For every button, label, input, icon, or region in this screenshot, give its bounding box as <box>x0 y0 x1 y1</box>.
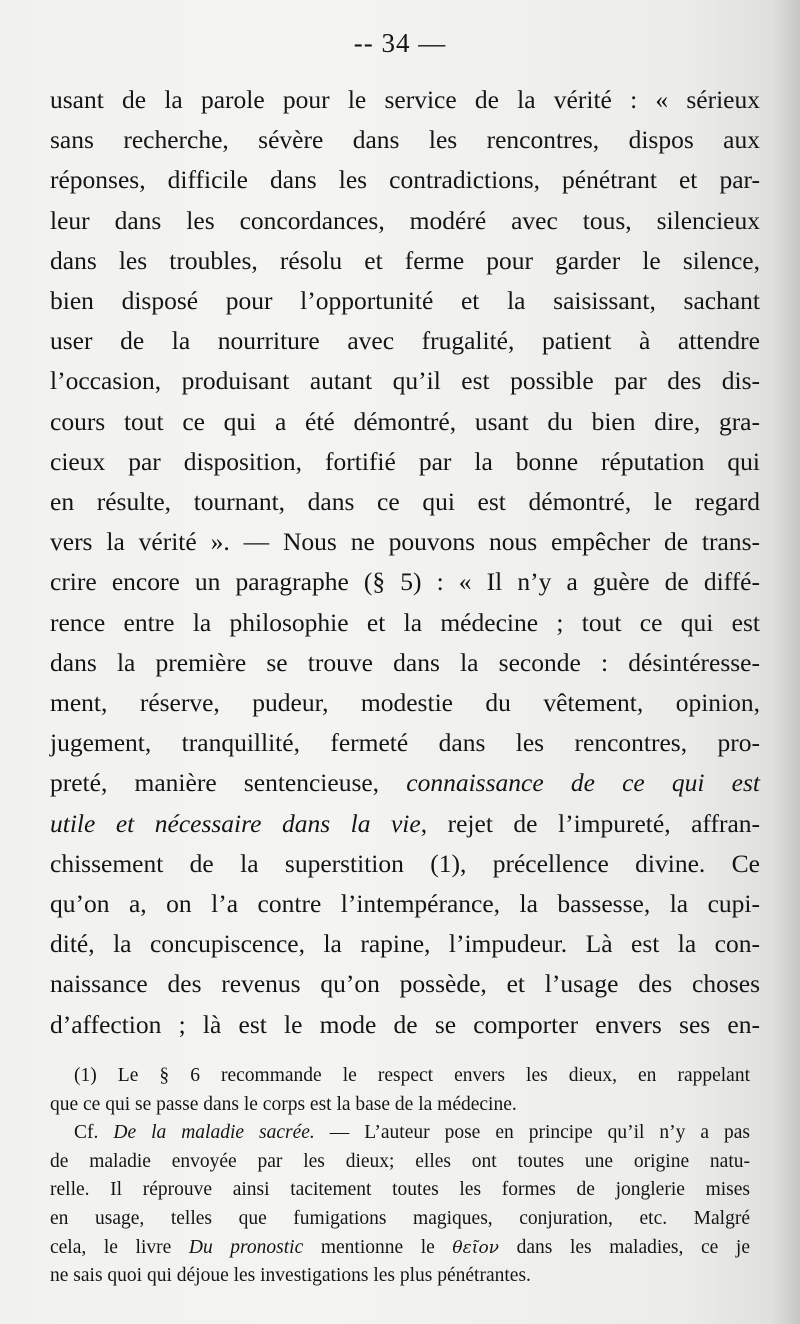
footnote-greek-word: θεῖον <box>452 1237 500 1258</box>
text-line-24: d’affection ; là est le mode de se comporter envers ses en- <box>50 1009 760 1039</box>
text-line-20: chissement de la superstition (1), précellence divine. Ce <box>50 848 760 878</box>
footnote-line-7-b: mentionne le <box>303 1236 453 1258</box>
footnote-line-8: ne sais quoi qui déjoue les investigations les plus pénétrantes. <box>50 1265 531 1287</box>
text-line-12: vers la vérité ». — Nous ne pouvons nous empêcher de trans- <box>50 527 760 557</box>
text-line-18 <box>50 763 760 803</box>
footnote-cf-prefix: Cf. <box>74 1122 114 1144</box>
text-line-10: cieux par disposition, fortifié par la bonne réputation qui <box>50 446 760 476</box>
footnote-line-7 <box>50 1234 750 1263</box>
footnote-line-4: de maladie envoyée par les dieux; elles ont toutes une origine natu- <box>50 1150 750 1172</box>
text-line-19-roman: , rejet de l’impureté, affran- <box>420 808 760 838</box>
text-line-11: en résulte, tournant, dans ce qui est démontré, le regard <box>50 487 760 517</box>
text-line-1: usant de la parole pour le service de la vérité : « sérieux <box>50 85 760 114</box>
footnote-book-title: Du pronostic <box>188 1236 304 1258</box>
footnote-line-3 <box>50 1119 750 1148</box>
footnote-cf-title: De la maladie sacrée. <box>113 1122 315 1144</box>
text-line-8: l’occasion, produisant autant qu’il est possible par des dis- <box>50 366 760 396</box>
text-line-17: jugement, tranquillité, fermeté dans les rencontres, pro- <box>50 728 760 758</box>
text-line-19-italic: utile et nécessaire dans la vie <box>50 808 421 838</box>
text-line-18-roman: preté, manière sentencieuse, <box>50 768 407 798</box>
text-line-19 <box>50 804 760 844</box>
footnote-line-7-a: cela, le livre <box>50 1236 189 1258</box>
text-line-18-italic: connaissance de ce qui est <box>406 768 760 798</box>
text-line-3: réponses, difficile dans les contradictions, pénétrant et par- <box>50 165 760 195</box>
footnote-line-2: que ce qui se passe dans le corps est la base de la médecine. <box>50 1093 517 1115</box>
text-line-7: user de la nourriture avec frugalité, patient à attendre <box>50 326 760 356</box>
main-paragraph <box>50 80 760 1045</box>
footnote-line-6: en usage, telles que fumigations magiques, conjuration, etc. Malgré <box>50 1207 750 1229</box>
footnote-line-7-c: dans les maladies, ce je <box>499 1236 750 1258</box>
text-line-13: crire encore un paragraphe (§ 5) : « Il n’y a guère de diffé- <box>50 567 760 597</box>
text-line-14: rence entre la philosophie et la médecine ; tout ce qui est <box>50 607 760 637</box>
footnote-cf-text: — L’auteur pose en principe qu’il n’y a pas <box>314 1122 750 1144</box>
text-line-4: leur dans les concordances, modéré avec tous, silencieux <box>50 205 760 235</box>
text-line-6: bien disposé pour l’opportunité et la saisissant, sachant <box>50 286 760 316</box>
footnote <box>50 1062 750 1291</box>
text-line-5: dans les troubles, résolu et ferme pour garder le silence, <box>50 245 760 275</box>
text-line-15: dans la première se trouve dans la seconde : désintéresse- <box>50 647 760 677</box>
text-line-21: qu’on a, on l’a contre l’intempérance, la bassesse, la cupi- <box>50 889 760 919</box>
footnote-line-5: relle. Il réprouve ainsi tacitement toutes les formes de jonglerie mises <box>50 1179 750 1201</box>
text-line-9: cours tout ce qui a été démontré, usant du bien dire, gra- <box>50 406 760 436</box>
text-line-22: dité, la concupiscence, la rapine, l’impudeur. Là est la con- <box>50 929 760 959</box>
footnote-line-1: (1) Le § 6 recommande le respect envers les dieux, en rappelant <box>74 1065 750 1086</box>
text-line-16: ment, réserve, pudeur, modestie du vêtement, opinion, <box>50 688 760 718</box>
text-line-23: naissance des revenus qu’on possède, et l’usage des choses <box>50 969 760 999</box>
text-line-2: sans recherche, sévère dans les rencontres, dispos aux <box>50 125 760 155</box>
page-number: -- 34 — <box>353 28 447 58</box>
